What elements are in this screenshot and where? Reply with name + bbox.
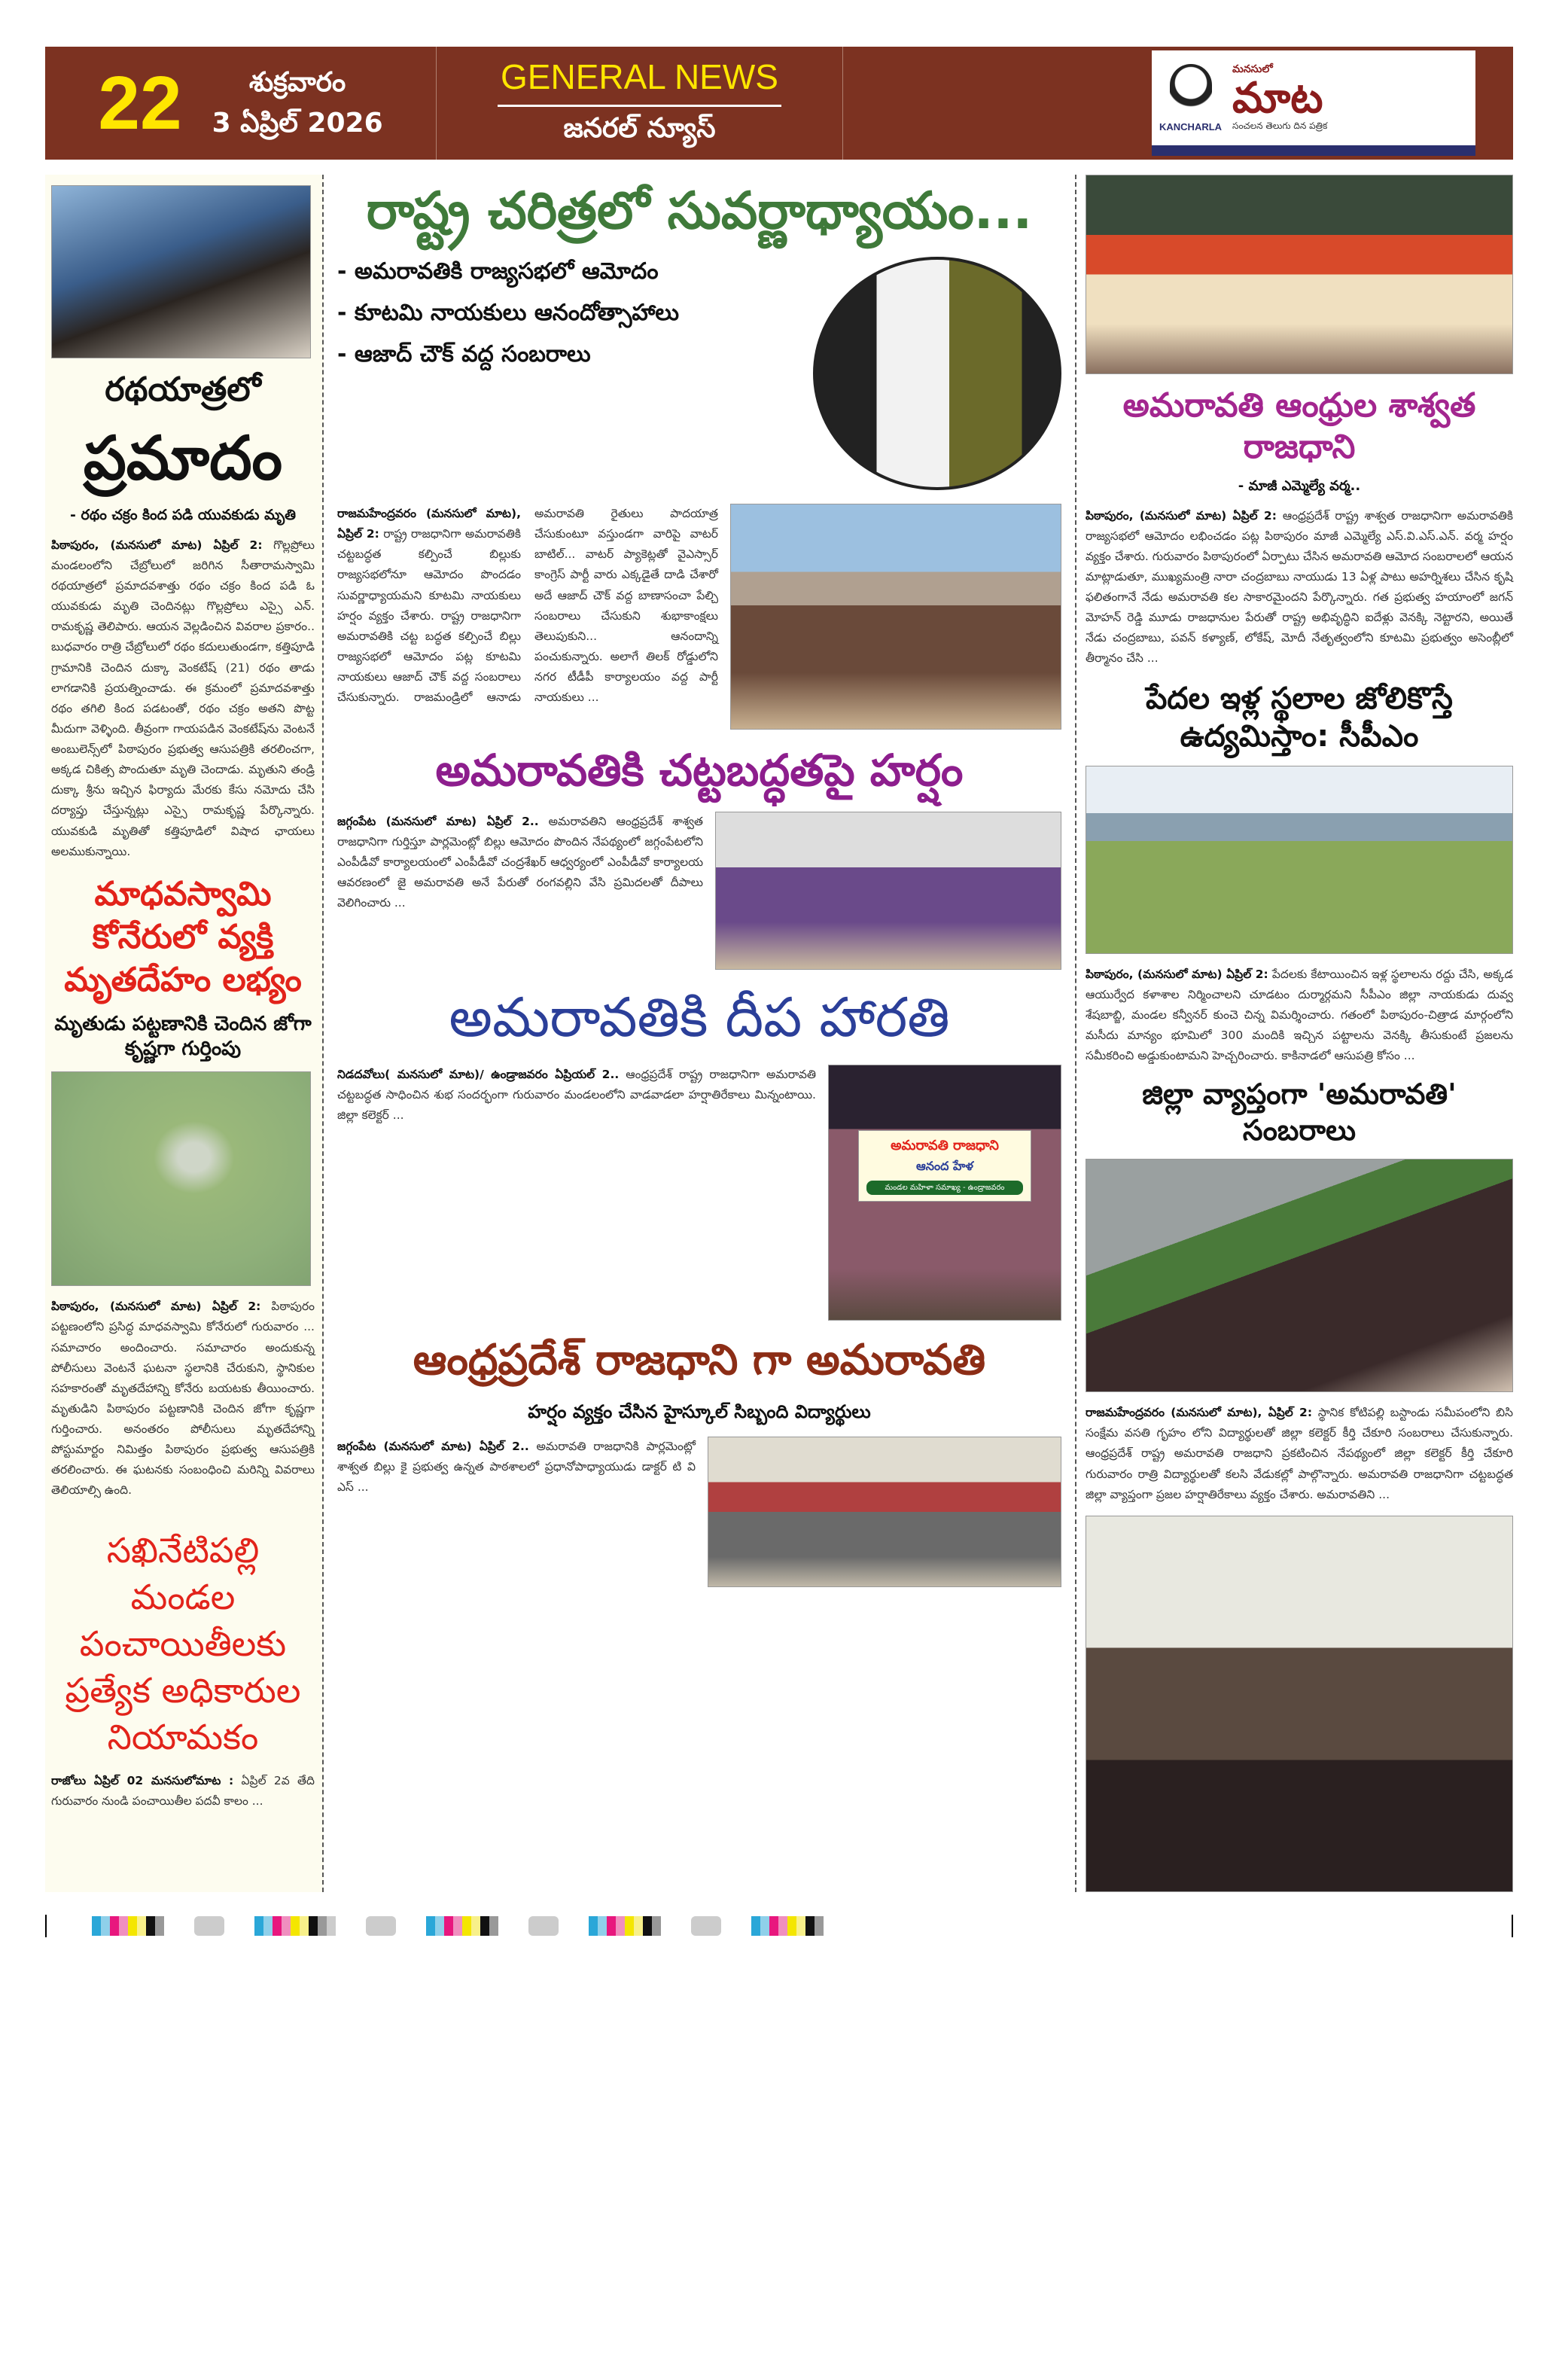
logo-main: మాట <box>1232 73 1323 123</box>
housing-site-photo <box>1086 766 1513 954</box>
body-text: ఏప్రిల్ 2వ తేది గురువారం నుండి పంచాయితీల పదవీ కాలం ... <box>51 1774 315 1809</box>
banner-subtitle: ఆనంద హేళ <box>915 1158 973 1173</box>
section-title <box>437 47 843 160</box>
story4 <box>337 1437 1061 1587</box>
story-body <box>51 1771 315 1812</box>
story-subhead: - మాజీ ఎమ్మెల్యే వర్మ.. <box>1238 478 1361 494</box>
section-title-te: జనరల్ న్యూస్ <box>563 112 716 144</box>
right-column <box>1076 175 1513 1892</box>
gray-patch <box>528 1916 559 1936</box>
story-body <box>51 1297 315 1501</box>
logo-tagline: సంచలన తెలుగు దిన పత్రిక <box>1232 120 1328 131</box>
story-body <box>1086 964 1513 1067</box>
lead-bullets <box>337 257 801 369</box>
candle-rangoli-photo <box>1086 1516 1513 1892</box>
dateline: రాజమహేంద్రవరం (మనసులో మాట), ఏప్రిల్ 2: <box>337 507 521 541</box>
page-columns <box>45 175 1513 1892</box>
story2 <box>337 812 1061 970</box>
story3 <box>337 1065 1061 1321</box>
story-body <box>337 812 703 914</box>
body-text: అమరావతిని ఆంధ్రప్రదేశ్ శాశ్వత రాజధానిగా గుర్తిస్తూ పార్లమెంట్లో బిల్లు ఆమోదం పొందిన నేపథ్యంలో జగ్గంపేటలోని ఎంపీడీవో కార్యాలయంలో ఎంపీడీవో చంద్రశేఖర్ ఆధ్వర్యంలో ఎంపీడీవో కార్యాలయ ఆవరణంలో జై అమరావతి అనే పేరుతో రంగవల్లిని వేసి ప్రమిదలతో దీపాలు వెలిగించారు ... <box>337 814 703 910</box>
dateline: పిఠాపురం, (మనసులో మాట) ఏప్రిల్ 2: <box>51 1300 261 1314</box>
dateline: రాజోలు ఏప్రిల్ 02 మనసులోమాట : <box>51 1774 234 1788</box>
story-subhead: మృతుడు పట్టణానికి చెందిన జోగా కృష్ణగా గుర్తింపు <box>54 1013 312 1060</box>
newspaper-logo <box>1152 50 1475 156</box>
registration-mark <box>1512 1915 1513 1937</box>
bullet: - కూటమి నాయకులు ఆనందోత్సాహాలు <box>337 300 680 326</box>
leaders-portrait-photo <box>813 257 1061 490</box>
gray-patch <box>691 1916 721 1936</box>
rangoli-lamps-photo <box>715 812 1061 970</box>
bullet: - ఆజాద్ చౌక్ వద్ద సంబరాలు <box>337 341 591 367</box>
story-body <box>337 1437 696 1498</box>
story-headline: ప్రమాదం <box>83 423 283 493</box>
dateline: పిఠాపురం, (మనసులో మాట) ఏప్రిల్ 2: <box>51 538 263 552</box>
masthead <box>45 47 1513 160</box>
page-number: 22 <box>98 60 182 145</box>
body-text: అమరావతి రాజధానికి పార్లమెంట్లో శాశ్వత బిల్లు కై ప్రభుత్వ ఉన్నత పాఠశాలలో ప్రధానోపాధ్యాయుడు డాక్టర్ టి వి ఎస్ ... <box>337 1439 696 1494</box>
color-swatch <box>426 1916 498 1936</box>
lead-headline: రాష్ట్ర చరిత్రలో సువర్ణాధ్యాయం... <box>366 181 1033 241</box>
logo-area <box>843 47 1513 160</box>
portrait-icon <box>1170 64 1212 118</box>
story-headline: అమరావతికి చట్టబద్ధతపై హర్షం <box>435 745 964 796</box>
celebration-crowd-photo <box>730 504 1061 730</box>
lead-deck <box>337 257 1061 490</box>
dateline: నిడదవోలు( మనసులో మాట)/ ఉండ్రాజవరం ఏప్రియల్ 2.. <box>337 1067 620 1081</box>
color-swatch <box>751 1916 824 1936</box>
gray-patch <box>194 1916 224 1936</box>
school-staff-photo <box>708 1437 1061 1587</box>
logo-small: మనసులో <box>1232 63 1273 76</box>
collector-students-photo <box>1086 1159 1513 1392</box>
body-text: పిఠాపురం పట్టణంలోని ప్రసిద్ధ మాధవస్వామి కోనేరులో గురువారం ... సమాచారం అందించారు. సమాచారం అందుకున్న పోలీసులు వెంటనే ఘటనా స్థలానికి చేరుకుని, స్థానికుల సహకారంతో మృతదేహాన్ని కోనేరు బయటకు తీయించారు. మృతుడిని పిఠాపురం పట్టణానికి చెందిన జోగా కృష్ణగా గుర్తించారు. అనంతరం పోలీసులు మృతదేహాన్ని పోస్టుమార్టం నిమిత్తం పిఠాపురం ప్రభుత్వ ఆసుపత్రికి తరలించారు. ఈ ఘటనకు సంబంధించి మరిన్ని వివరాలు తెలియాల్సి ఉంది. <box>51 1300 315 1498</box>
lead-body <box>337 504 718 708</box>
banner-title: అమరావతి రాజధాని <box>891 1137 999 1153</box>
body-text: ఆంధ్రప్రదేశ్ రాష్ట్ర శాశ్వత రాజధానిగా అమరావతికి రాజ్యసభలో ఆమోదం లభించడం పట్ల పిఠాపురం మాజీ ఎమ్మెల్యే ఎస్.వి.ఎస్.ఎన్. వర్మ హర్షం వ్యక్తం చేశారు. గురువారం పిఠాపురంలో ఏర్పాటు చేసిన అమరావతి ఆమోద సంబరాలలో ఆయన మాట్లాడుతూ, ముఖ్యమంత్రి నారా చంద్రబాబు నాయుడు 13 ఏళ్ల పాటు అహర్నిశలు చేసిన కృషి ఫలితంగానే నేడు అమరావతి కల సాకారమైందని పేర్కొన్నారు. గత ప్రభుత్వ హయాంలో జగన్ మోహన్ రెడ్డి మూడు రాజధానుల పేరుతో రాష్ట్ర అభివృద్ధిని ఐదేళ్లు వెనక్కి నెట్టారని, అయితే నేడు చంద్రబాబు, పవన్ కళ్యాణ్, లోకేష్, మోదీ నేతృత్వంలోని కూటమి ప్రభుత్వం అసెంబ్లీలో తీర్మానం చేసి ... <box>1086 508 1513 666</box>
story-subhead: హర్షం వ్యక్తం చేసిన హైస్కూల్ సిబ్బంది విద్యార్థులు <box>528 1400 871 1422</box>
lead-story <box>337 504 1061 730</box>
registration-mark <box>45 1915 47 1937</box>
page-info <box>45 47 437 160</box>
bullet: - అమరావతికి రాజ్యసభలో ఆమోదం <box>337 258 659 285</box>
dateline: జగ్గంపేట (మనసులో మాట) ఏప్రిల్ 2.. <box>337 814 539 828</box>
dateline: పిఠాపురం, (మనసులో మాట) ఏప్రిల్ 2: <box>1086 967 1268 981</box>
accident-victim-photo <box>51 185 311 358</box>
color-swatch <box>589 1916 661 1936</box>
story-subhead: - రథం చక్రం కింద పడి యువకుడు మృతి <box>70 507 296 523</box>
logo-brand: KANCHARLA <box>1159 120 1223 133</box>
story-headline: పేదల ఇళ్ల స్థలాల జోలికొస్తే ఉద్యమిస్తాం: సీపీఎం <box>1145 681 1454 754</box>
story-headline: ఆంధ్రప్రదేశ్ రాజధాని గా అమరావతి <box>413 1335 986 1385</box>
date: 3 ఏప్రిల్ 2026 <box>212 108 383 139</box>
temple-pond-photo <box>51 1071 311 1286</box>
left-column <box>45 175 324 1892</box>
body-text: ఆంధ్రప్రదేశ్ రాష్ట్ర రాజధానిగా అమరావతి చట్టబద్ధత సాధించిన శుభ సందర్భంగా గురువారం మండలంలోని వాడవాడలా హర్షాతిరేకాలు మిన్నంటాయి. జిల్లా కలెక్టర్ ... <box>337 1067 816 1122</box>
story-headline: అమరావతికి దీప హారతి <box>449 985 950 1049</box>
rally-banner <box>858 1130 1031 1202</box>
dateline: జగ్గంపేట (మనసులో మాట) ఏప్రిల్ 2.. <box>337 1439 529 1453</box>
story-headline: అమరావతి ఆంధ్రుల శాశ్వత రాజధాని <box>1122 386 1476 466</box>
story-body <box>1086 1403 1513 1505</box>
color-swatch <box>254 1916 336 1936</box>
print-color-bars <box>45 1915 1513 1937</box>
day: శుక్రవారం <box>248 67 346 98</box>
body-text: రాష్ట్ర రాజధానిగా అమరావతికి చట్టబద్ధత కల్పించే బిల్లుకు రాజ్యసభలోనూ ఆమోదం పొందడం సువర్ణాధ్యాయమని కూటమి నాయకులు హర్షం వ్యక్తం చేశారు. రాష్ట్ర రాజధానిగా అమరావతికి చట్ట బద్ధత కల్పించే బిల్లు రాజ్యసభలో ఆమోదం పట్ల కూటమి నాయకులు ఆజాద్ చౌక్ వద్ద సంబరాలు చేసుకున్నారు. రాజమండ్రిలో ఆనాడు అమరావతి రైతులు పాదయాత్ర చేసుకుంటూ వస్తుండగా వారిపై వాటర్ బాటిల్... వాటర్ ప్యాకెట్లతో వైఎస్సార్ కాంగ్రెస్ పార్టీ వారు ఎక్కడైతే దాడి చేశారో అదే ఆజాద్ చౌక్ వద్ద బాణాసంచా పేల్చి సంబరాలు చేసుకుని శుభాకాంక్షలు తెలుపుకుని... ఆనందాన్ని పంచుకున్నారు. అలాగే తిలక్ రోడ్డులోని నగర టీడీపీ కార్యాలయం వద్ద పార్టీ నాయకులు ... <box>337 507 718 705</box>
gray-patch <box>366 1916 396 1936</box>
body-text: గొల్లప్రోలు మండలంలోని చేబ్రోలులో జరిగిన సీతారామస్వామి రథయాత్రలో ప్రమాదవశాత్తు రథం చక్రం కింద పడి ఓ యువకుడు మృతి చెందినట్లు గొల్లప్రోలు ఎస్సై ఎన్. రామకృష్ణ తెలిపారు. ఆయన వెల్లడించిన వివరాల ప్రకారం.. బుధవారం రాత్రి చేబ్రోలులో రథం కదులుతుండగా, కత్తిపూడి గ్రామానికి చెందిన దుక్కా వెంకటేష్ (21) రథం తాడు లాగడానికి ప్రయత్నించాడు. ఈ క్రమంలో ప్రమాదవశాత్తు రథం తగిలి కింద పడటంతో, రథం చక్రం అతని పొట్ట మీదుగా వెళ్ళింది. తీవ్రంగా గాయపడిన వెంకటేష్‌ను వెంటనే అంబులెన్స్‌లో పిఠాపురం ప్రభుత్వ ఆసుపత్రికి తరలించగా, అక్కడ చికిత్స పొందుతూ మృతి చెందాడు. మృతుని తండ్రి దుక్కా శ్రీను ఇచ్చిన ఫిర్యాదు మేరకు కేసు నమోదు చేసి దర్యాప్తు చేస్తున్నట్లు ఎస్సై రామకృష్ణ పేర్కొన్నారు. యువకుడి మృతితో కత్తిపూడిలో విషాద ఛాయలు అలముకున్నాయి. <box>51 538 315 858</box>
story-body <box>1086 506 1513 669</box>
story-headline: సఖినేటిపల్లి మండల పంచాయితీలకు ప్రత్యేక అధికారుల నియామకం <box>65 1529 301 1757</box>
lamp-rally-photo <box>828 1065 1061 1321</box>
story-body <box>337 1065 816 1126</box>
story-kicker: రథయాత్రలో <box>105 370 261 409</box>
section-title-en: GENERAL NEWS <box>498 56 781 107</box>
rally-photo <box>1086 175 1513 374</box>
body-text: స్థానిక కోటిపల్లి బస్టాండు సమీపంలోని బిసి సంక్షేమ వసతి గృహం లోని విద్యార్థులతో జిల్లా కలెక్టర్ కీర్తి చేకూరి సంబరాలు చేసుకున్నారు. ఆంధ్రప్రదేశ్ రాష్ట్ర అమరావతి రాజధాని ప్రకటించిన నేపథ్యంలో జిల్లా కలెక్టర్ కీర్తి చేకూరి గురువారం రాత్రి విద్యార్థులతో కలసి వేడుకల్లో పాల్గొన్నారు. అమరావతి రాజధానిగా చట్టబద్ధత జిల్లా వ్యాప్తంగా ప్రజల హర్షాతిరేకాలు వ్యక్తం చేశారు. అమరావతిని ... <box>1086 1406 1513 1501</box>
dateline: పిఠాపురం, (మనసులో మాట) ఏప్రిల్ 2: <box>1086 508 1277 523</box>
story-headline: జిల్లా వ్యాప్తంగా 'అమరావతి' సంబరాలు <box>1142 1077 1457 1147</box>
story-body <box>51 535 315 862</box>
dateline: రాజమహేంద్రవరం (మనసులో మాట), ఏప్రిల్ 2: <box>1086 1406 1313 1420</box>
main-column <box>324 175 1076 1892</box>
body-text: పేదలకు కేటాయించిన ఇళ్ల స్థలాలను రద్దు చేసి, అక్కడ ఆయుర్వేద కళాశాల నిర్మించాలని చూడటం దుర్మార్గమని సీపీఎం జిల్లా నాయకుడు దువ్వ శేషబాబ్జి, మండల కన్వీనర్ కుంచె చిన్న విమర్శించారు. గతంలో పిఠాపురం-చిత్రాడ మార్గంలోని మసీదు మాన్యం భూమిలో 300 మందికి ఇచ్చిన పట్టాలను వెనక్కి తీసుకుంటే ప్రజలను సమీకరించి అడ్డుకుంటామని హెచ్చరించారు. కాకినాడలో ఆసుపత్రి కోసం ... <box>1086 967 1513 1062</box>
banner-footer: మండల మహిళా సమాఖ్య - ఉండ్రాజవరం <box>866 1181 1023 1195</box>
color-swatch <box>92 1916 164 1936</box>
story-headline: మాధవస్వామి కోనేరులో వ్యక్తి మృతదేహం లభ్యం <box>64 874 302 1000</box>
